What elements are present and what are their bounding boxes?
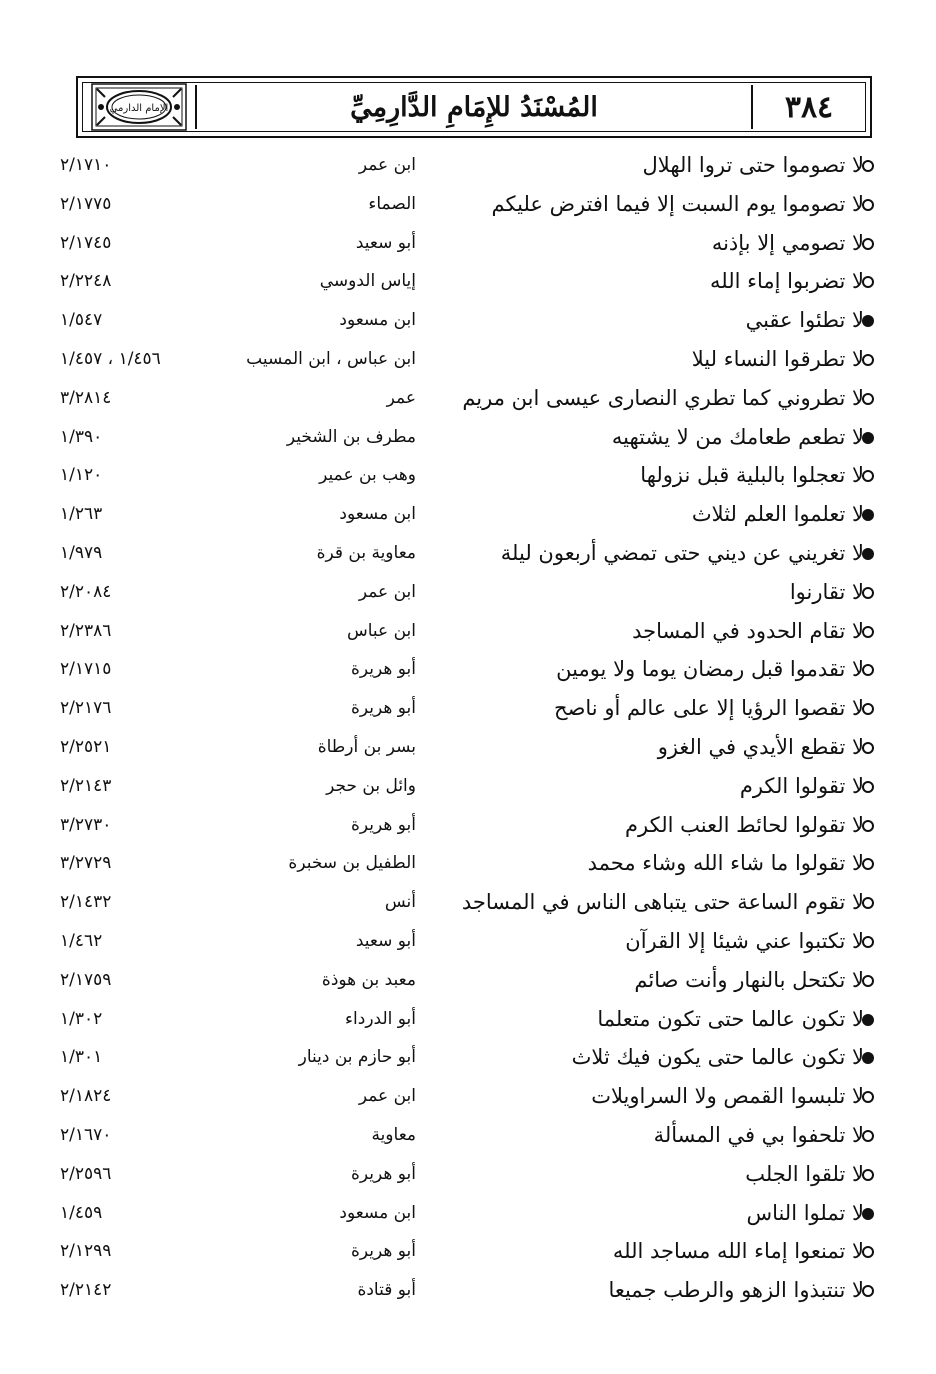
reference-number: ٢/٢١٧٦	[60, 698, 112, 719]
emblem-text: الإمام الدارمي	[109, 103, 169, 114]
reference-number: ٢/١٧٥٩	[60, 969, 112, 990]
book-title: المُسْنَدُ للإِمَامِ الدَّارِمِيِّ	[350, 91, 598, 123]
narrator: بسر بن أرطاة	[317, 737, 416, 757]
hadith-text: لا تمنعوا إماء الله مساجد الله	[612, 1239, 864, 1264]
emblem-ornament-icon	[91, 83, 187, 131]
index-row	[0, 456, 936, 494]
hadith-text: لا تملوا الناس	[746, 1200, 864, 1225]
index-row	[0, 728, 936, 766]
index-row	[0, 418, 936, 456]
index-row	[0, 1038, 936, 1076]
index-row	[0, 806, 936, 844]
hadith-text: لا تقوم الساعة حتى يتباهى الناس في المساجد	[461, 890, 864, 915]
reference-number: ١/١٢٠	[60, 465, 103, 486]
narrator: معاوية بن قرة	[316, 543, 416, 563]
index-row	[0, 301, 936, 339]
index-row	[0, 573, 936, 611]
hadith-text: لا تلبسوا القمص ولا السراويلات	[591, 1084, 864, 1109]
hadith-text: لا تقولوا الكرم	[739, 773, 864, 798]
index-row	[0, 922, 936, 960]
narrator: أبو هريرة	[350, 1163, 416, 1184]
reference-number: ١/٩٧٩	[60, 543, 103, 563]
index-row	[0, 961, 936, 999]
narrator: الطفيل بن سخبرة	[288, 853, 416, 874]
hadith-text: لا تقام الحدود في المساجد	[632, 618, 864, 643]
index-row	[0, 146, 936, 184]
hadith-text: لا تقدموا قبل رمضان يوما ولا يومين	[556, 657, 864, 682]
narrator: عمر	[386, 387, 416, 408]
index-row	[0, 1000, 936, 1038]
reference-number: ٢/٢٥٩٦	[60, 1163, 112, 1184]
index-row	[0, 340, 936, 378]
reference-number: ٣/٢٧٣٠	[60, 814, 112, 835]
reference-number: ١/٤٦٢	[60, 931, 103, 951]
narrator: أبو هريرة	[350, 698, 416, 719]
reference-number: ١/٣٩٠	[60, 426, 103, 447]
narrator: إياس الدوسي	[319, 271, 416, 292]
reference-number: ٢/١٤٣٢	[60, 892, 112, 913]
index-row	[0, 1194, 936, 1232]
index-row	[0, 650, 936, 688]
narrator: معاوية	[371, 1125, 416, 1145]
reference-number: ٢/٢٢٤٨	[60, 271, 112, 292]
hadith-text: لا تطعم طعامك من لا يشتهيه	[611, 424, 864, 449]
hadith-text: لا تنتبذوا الزهو والرطب جميعا	[608, 1278, 864, 1303]
index-row	[0, 495, 936, 533]
narrator: ابن مسعود	[339, 504, 416, 525]
narrator: أنس	[384, 892, 416, 913]
reference-number: ١/٢٦٣	[60, 504, 103, 525]
index-row	[0, 534, 936, 572]
hadith-text: لا تكتحل بالنهار وأنت صائم	[634, 967, 864, 992]
index-row	[0, 612, 936, 650]
hadith-text: لا تقصوا الرؤيا إلا على عالم أو ناصح	[554, 696, 864, 721]
hadith-text: لا تكتبوا عني شيئا إلا القرآن	[625, 929, 864, 953]
reference-number: ٢/١٧٧٥	[60, 193, 112, 214]
index-row	[0, 1232, 936, 1270]
reference-number: ١/٣٠٢	[60, 1008, 103, 1029]
index-row	[0, 1077, 936, 1115]
narrator: معبد بن هوذة	[321, 969, 416, 990]
book-title-box	[195, 85, 753, 129]
page-number: ٣٨٤	[784, 89, 834, 125]
hadith-text: لا تلحفوا بي في المسألة	[653, 1123, 864, 1147]
index-row	[0, 689, 936, 727]
reference-number: ٢/١٧١٠	[60, 155, 112, 175]
index-row	[0, 224, 936, 262]
reference-number: ٢/١٢٩٩	[60, 1241, 112, 1262]
narrator: ابن عمر	[358, 155, 416, 175]
index-row	[0, 883, 936, 921]
narrator: ابن عمر	[358, 1086, 416, 1107]
reference-number: ٢/٢٠٨٤	[60, 581, 112, 602]
reference-number: ١/٣٠١	[60, 1047, 103, 1068]
book-emblem	[87, 85, 191, 129]
hadith-text: لا تصومي إلا بإذنه	[711, 230, 864, 255]
narrator: أبو سعيد	[355, 931, 416, 951]
hadith-text: لا تطروني كما تطري النصارى عيسى ابن مريم	[462, 385, 864, 410]
reference-number: ١/٤٥٩	[60, 1202, 103, 1223]
hadith-text: لا تكون عالما حتى يكون فيك ثلاث	[571, 1045, 864, 1070]
reference-number: ٣/٢٨١٤	[60, 387, 112, 408]
narrator: مطرف بن الشخير	[286, 426, 416, 447]
hadith-text: لا تعلموا العلم لثلاث	[691, 502, 864, 527]
index-row	[0, 1116, 936, 1154]
hadith-text: لا تقولوا ما شاء الله وشاء محمد	[587, 851, 864, 876]
narrator: ابن عباس	[346, 620, 416, 641]
reference-number: ٢/٢٣٨٦	[60, 620, 112, 641]
reference-number: ٢/١٧١٥	[60, 659, 112, 680]
narrator: أبو هريرة	[350, 1241, 416, 1262]
index-row	[0, 185, 936, 223]
page-header	[76, 76, 872, 138]
narrator: وهب بن عمير	[319, 465, 416, 486]
reference-number: ٢/١٧٤٥	[60, 232, 112, 253]
hadith-text: لا تطرقوا النساء ليلا	[691, 347, 864, 371]
narrator: ابن عمر	[358, 581, 416, 602]
hadith-text: لا تقطع الأيدي في الغزو	[657, 735, 864, 759]
reference-number: ٢/٢١٤٢	[60, 1280, 112, 1301]
narrator: أبو قتادة	[357, 1280, 416, 1301]
narrator: الصماء	[368, 193, 416, 214]
hadith-text: لا تضربوا إماء الله	[710, 269, 864, 294]
header-frame	[82, 82, 866, 132]
hadith-text: لا تغريني عن ديني حتى تمضي أربعون ليلة	[500, 541, 864, 565]
hadith-text: لا تطئوا عقبي	[745, 308, 864, 333]
reference-number: ٢/١٨٢٤	[60, 1086, 112, 1107]
index-row	[0, 844, 936, 882]
hadith-text: لا تقارنوا	[789, 579, 864, 604]
hadith-text: لا تصوموا حتى تروا الهلال	[642, 153, 864, 177]
reference-number: ١/٥٤٧	[60, 310, 103, 331]
narrator: أبو هريرة	[350, 659, 416, 680]
index-row	[0, 1271, 936, 1309]
narrator: أبو سعيد	[355, 232, 416, 253]
hadith-text: لا تكون عالما حتى تكون متعلما	[597, 1006, 864, 1031]
reference-number: ٢/١٦٧٠	[60, 1125, 112, 1145]
narrator: ابن عباس ، ابن المسيب	[246, 349, 416, 369]
reference-number: ٢/٢١٤٣	[60, 775, 112, 796]
hadith-text: لا تعجلوا بالبلية قبل نزولها	[640, 463, 864, 488]
index-row	[0, 767, 936, 805]
reference-number: ١/٤٥٦ ، ١/٤٥٧	[60, 349, 161, 369]
hadith-text: لا تلقوا الجلب	[745, 1161, 864, 1186]
index-row	[0, 262, 936, 300]
narrator: وائل بن حجر	[326, 775, 416, 796]
narrator: أبو حازم بن دينار	[298, 1047, 416, 1068]
reference-number: ٣/٢٧٢٩	[60, 853, 112, 874]
reference-number: ٢/٢٥٢١	[60, 737, 112, 757]
index-row	[0, 379, 936, 417]
index-row	[0, 1155, 936, 1193]
hadith-text: لا تصوموا يوم السبت إلا فيما افترض عليكم	[491, 191, 864, 216]
narrator: أبو الدرداء	[345, 1008, 416, 1029]
narrator: أبو هريرة	[350, 814, 416, 835]
narrator: ابن مسعود	[339, 310, 416, 331]
hadith-text: لا تقولوا لحائط العنب الكرم	[625, 812, 864, 837]
narrator: ابن مسعود	[339, 1202, 416, 1223]
